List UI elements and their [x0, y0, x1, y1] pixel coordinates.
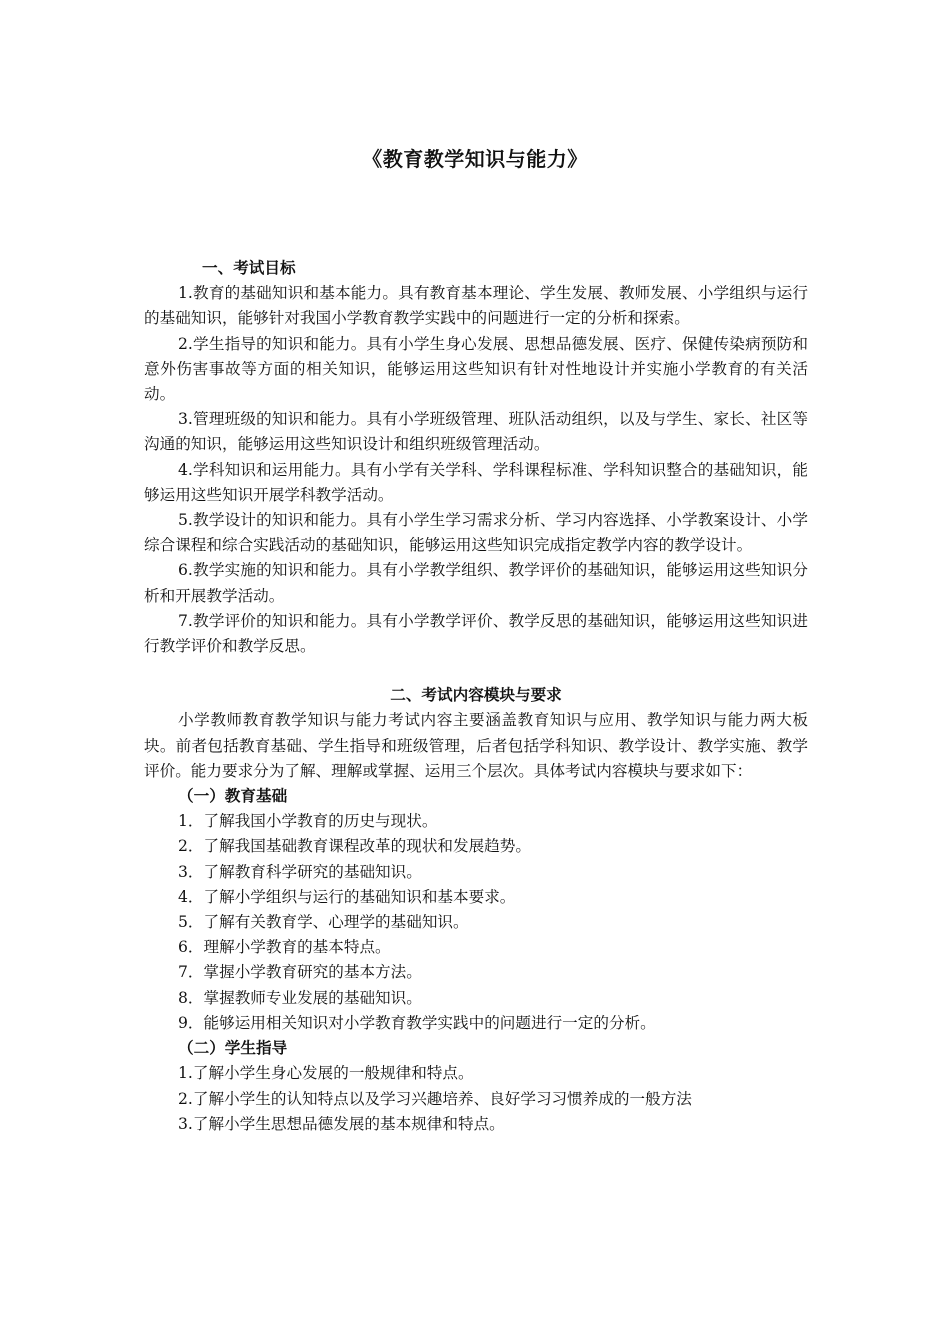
list-item: 2．了解我国基础教育课程改革的现状和发展趋势。	[178, 837, 531, 856]
document-body	[144, 256, 808, 1137]
goal-paragraph: 3.管理班级的知识和能力。具有小学班级管理、班队活动组织，以及与学生、家长、社区等沟通的知识，能够运用这些知识设计和组织班级管理活动。	[144, 410, 808, 454]
education-foundation-list	[144, 809, 808, 1036]
goal-paragraph: 6.教学实施的知识和能力。具有小学教学组织、教学评价的基础知识，能够运用这些知识分析和开展教学活动。	[144, 561, 808, 605]
list-item: 8．掌握教师专业发展的基础知识。	[178, 988, 422, 1007]
content-intro-paragraph: 小学教师教育教学知识与能力考试内容主要涵盖教育知识与应用、教学知识与能力两大板块。前者包括教育基础、学生指导和班级管理，后者包括学科知识、教学设计、教学实施、教学评价。能力要求分为了解、理解或掌握、运用三个层次。具体考试内容模块与要求如下：	[144, 711, 808, 780]
list-item: 1.了解小学生身心发展的一般规律和特点。	[178, 1064, 474, 1083]
list-item: 3．了解教育科学研究的基础知识。	[178, 862, 422, 881]
goal-paragraph: 1.教育的基础知识和基本能力。具有教育基本理论、学生发展、教师发展、小学组织与运行的基础知识，能够针对我国小学教育教学实践中的问题进行一定的分析和探索。	[144, 284, 808, 328]
list-item: 6．理解小学教育的基本特点。	[178, 938, 391, 957]
list-item: 1．了解我国小学教育的历史与现状。	[178, 812, 438, 831]
section-spacer	[144, 659, 808, 683]
student-guidance-list	[144, 1061, 808, 1137]
goal-paragraph: 2.学生指导的知识和能力。具有小学生身心发展、思想品德发展、医疗、保健传染病预防和意外伤害事故等方面的相关知识，能够运用这些知识有针对性地设计并实施小学教育的有关活动。	[144, 334, 808, 404]
section-heading-content-modules: 二、考试内容模块与要求	[390, 686, 562, 705]
goal-paragraph: 5.教学设计的知识和能力。具有小学生学习需求分析、学习内容选择、小学教案设计、小学综合课程和综合实践活动的基础知识，能够运用这些知识完成指定教学内容的教学设计。	[144, 511, 808, 555]
list-item: 9．能够运用相关知识对小学教育教学实践中的问题进行一定的分析。	[178, 1013, 656, 1032]
goal-paragraph: 7.教学评价的知识和能力。具有小学教学评价、教学反思的基础知识，能够运用这些知识进行教学评价和教学反思。	[144, 611, 808, 656]
module-heading-student-guidance: （二）学生指导	[178, 1039, 288, 1058]
list-item: 3.了解小学生思想品德发展的基本规律和特点。	[178, 1114, 505, 1133]
module-heading-education-foundation: （一）教育基础	[178, 787, 288, 806]
list-item: 7．掌握小学教育研究的基本方法。	[178, 963, 422, 982]
goal-paragraph: 4.学科知识和运用能力。具有小学有关学科、学科课程标准、学科知识整合的基础知识，能够运用这些知识开展学科教学活动。	[144, 460, 808, 504]
document-title: 《教育教学知识与能力》	[362, 147, 588, 171]
list-item: 2.了解小学生的认知特点以及学习兴趣培养、良好学习习惯养成的一般方法	[178, 1089, 692, 1108]
list-item: 5．了解有关教育学、心理学的基础知识。	[178, 913, 469, 932]
list-item: 4．了解小学组织与运行的基础知识和基本要求。	[178, 887, 516, 906]
section-heading-exam-goals: 一、考试目标	[202, 259, 296, 277]
